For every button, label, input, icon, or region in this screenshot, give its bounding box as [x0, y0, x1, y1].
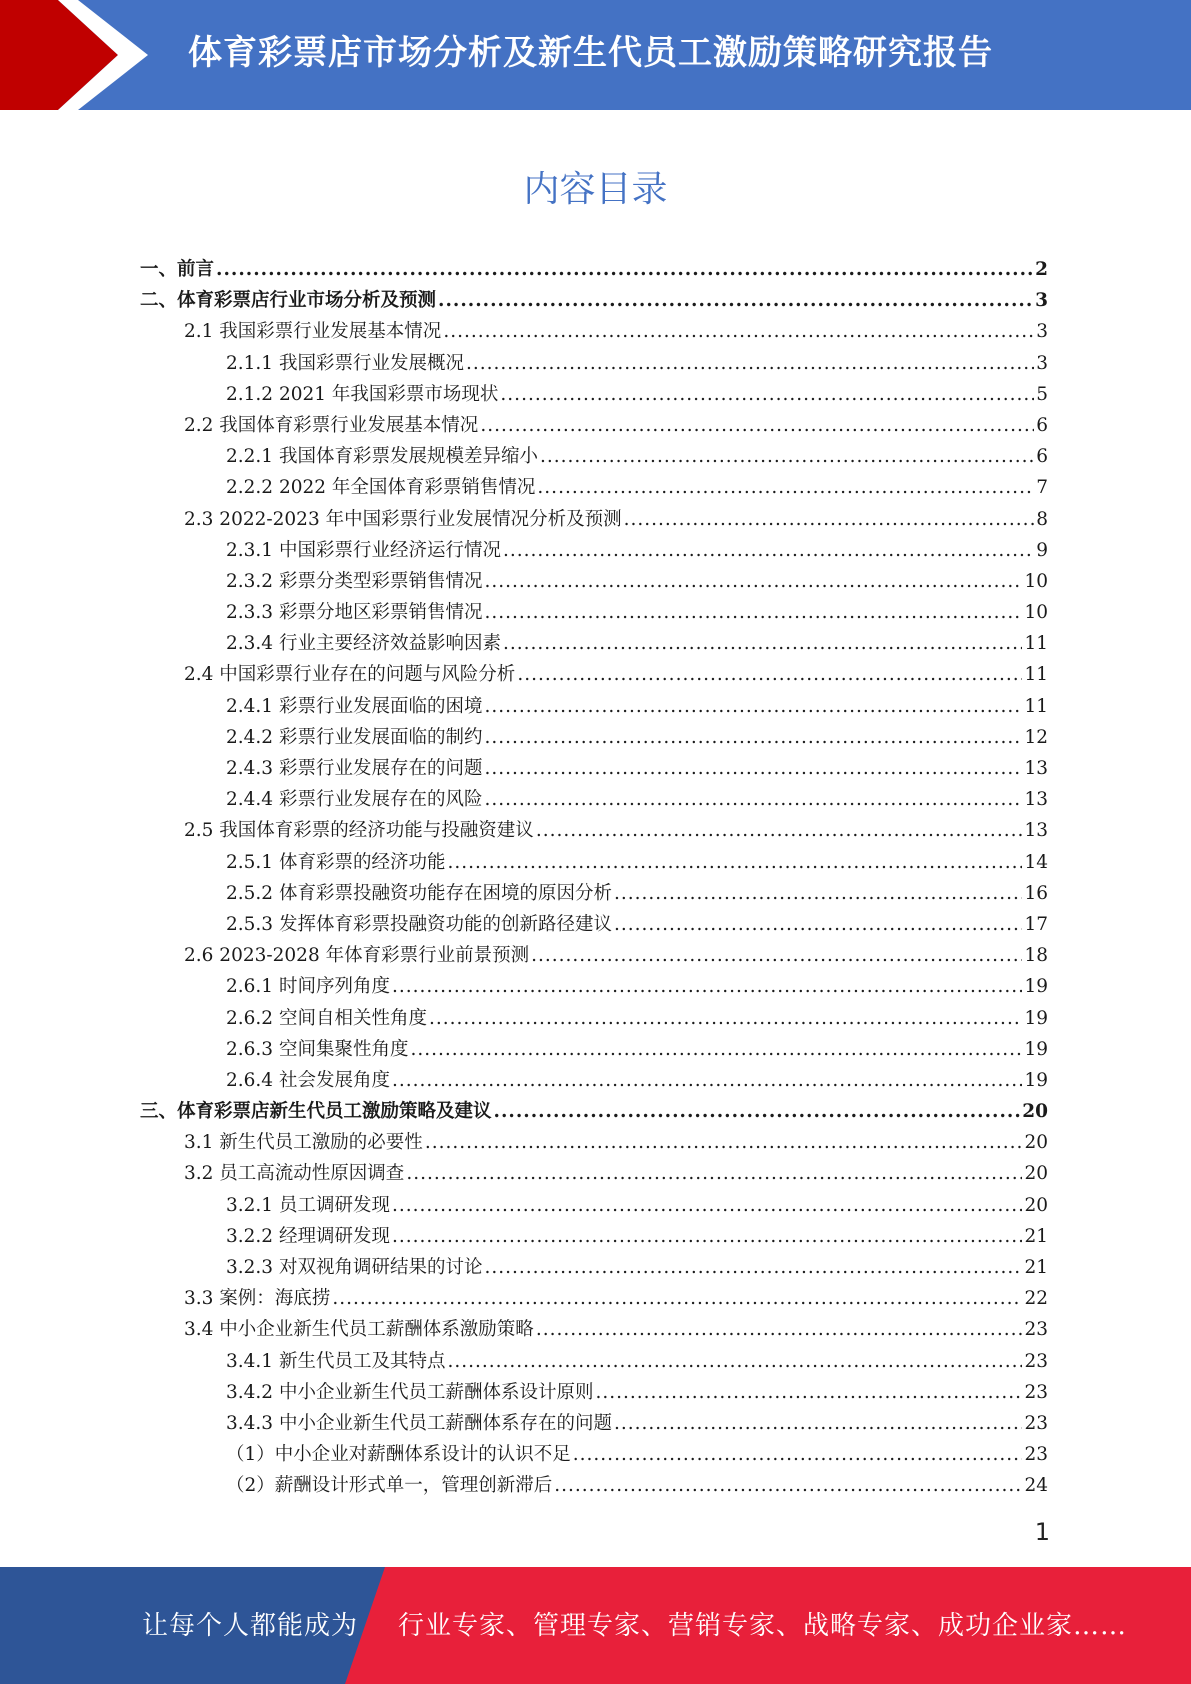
toc-entry[interactable] [140, 909, 1048, 940]
toc-entry-title: 3.2.1 员工调研发现 [226, 1194, 390, 1216]
toc-entry[interactable] [140, 1314, 1048, 1345]
toc-entry[interactable] [140, 1346, 1048, 1377]
toc-entry-page: 3 [1035, 290, 1048, 312]
toc-entry-page: 24 [1024, 1475, 1048, 1497]
toc-dot-leader [466, 348, 1034, 379]
toc-entry[interactable] [140, 815, 1048, 846]
toc-entry[interactable] [140, 566, 1048, 597]
toc-entry-title: 2.3 2022-2023 年中国彩票行业发展情况分析及预测 [184, 508, 622, 530]
toc-entry[interactable] [140, 1439, 1048, 1470]
toc-entry-title: 2.3.3 彩票分地区彩票销售情况 [226, 602, 483, 624]
toc-entry-page: 23 [1024, 1444, 1048, 1466]
toc-entry-title: 2.5.3 发挥体育彩票投融资功能的创新路径建议 [226, 913, 612, 935]
toc-entry-title: 2.4.1 彩票行业发展面临的困境 [226, 695, 483, 717]
toc-entry[interactable] [140, 784, 1048, 815]
table-of-contents [140, 254, 1048, 1502]
toc-entry-title: 2.5.1 体育彩票的经济功能 [226, 851, 446, 873]
toc-entry-page: 11 [1024, 695, 1048, 717]
toc-entry-title: 2.3.2 彩票分类型彩票销售情况 [226, 570, 483, 592]
toc-dot-leader [484, 722, 1022, 753]
toc-entry-page: 9 [1036, 539, 1048, 561]
toc-entry-title: 3.1 新生代员工激励的必要性 [184, 1132, 423, 1154]
toc-entry[interactable] [140, 659, 1048, 690]
toc-entry-page: 2 [1035, 259, 1048, 280]
toc-dot-leader [536, 815, 1023, 846]
toc-entry[interactable] [140, 691, 1048, 722]
footer-slogan-left: 让每个人都能成为 [142, 1611, 359, 1641]
toc-entry-title: 2.4.3 彩票行业发展存在的问题 [226, 758, 483, 779]
toc-entry-title: （2）薪酬设计形式单一，管理创新滞后 [226, 1475, 553, 1497]
toc-dot-leader [573, 1439, 1023, 1470]
toc-entry-page: 18 [1024, 945, 1048, 967]
toc-entry-title: 3.4.2 中小企业新生代员工薪酬体系设计原则 [226, 1381, 594, 1403]
toc-entry-page: 22 [1024, 1288, 1048, 1310]
toc-entry-title: 3.4.3 中小企业新生代员工薪酬体系存在的问题 [226, 1412, 612, 1434]
toc-entry[interactable] [140, 1158, 1048, 1189]
toc-entry-title: 2.5.2 体育彩票投融资功能存在困境的原因分析 [226, 882, 612, 904]
toc-dot-leader [500, 379, 1034, 410]
toc-entry-title: （1）中小企业对薪酬体系设计的认识不足 [226, 1444, 571, 1466]
toc-entry-page: 7 [1036, 477, 1048, 499]
toc-entry[interactable] [140, 847, 1048, 878]
toc-entry[interactable] [140, 878, 1048, 909]
toc-entry[interactable] [140, 1408, 1048, 1439]
toc-entry[interactable] [140, 753, 1048, 784]
toc-dot-leader [531, 940, 1022, 971]
toc-dot-leader [392, 1221, 1022, 1252]
toc-dot-leader [554, 1470, 1022, 1501]
toc-entry-title: 2.1.1 我国彩票行业发展概况 [226, 352, 464, 374]
toc-entry-page: 23 [1024, 1319, 1048, 1341]
toc-dot-leader [484, 691, 1022, 722]
toc-entry[interactable] [140, 504, 1048, 535]
toc-entry[interactable] [140, 971, 1048, 1002]
toc-entry[interactable] [140, 1283, 1048, 1314]
toc-dot-leader [503, 628, 1022, 659]
header-banner [0, 0, 1191, 110]
toc-entry-title: 2.1.2 2021 年我国彩票市场现状 [226, 383, 499, 405]
toc-entry-title: 3.3 案例：海底捞 [184, 1288, 331, 1310]
toc-entry-title: 2.3.4 行业主要经济效益影响因素 [226, 633, 501, 655]
toc-dot-leader [614, 1408, 1022, 1439]
toc-dot-leader [484, 1252, 1022, 1283]
toc-entry-page: 19 [1024, 1069, 1048, 1091]
page-number: 1 [1034, 1518, 1050, 1546]
toc-entry-page: 16 [1024, 882, 1048, 904]
toc-entry-title: 2.6.2 空间自相关性角度 [226, 1007, 427, 1029]
toc-dot-leader [536, 1314, 1023, 1345]
toc-entry-title: 3.4 中小企业新生代员工薪酬体系激励策略 [184, 1319, 534, 1341]
toc-entry-page: 10 [1024, 570, 1048, 592]
toc-entry[interactable] [140, 1065, 1048, 1096]
toc-entry-page: 3 [1036, 321, 1048, 343]
toc-dot-leader [410, 1034, 1022, 1065]
toc-entry-page: 23 [1024, 1350, 1048, 1372]
toc-entry-page: 20 [1024, 1194, 1048, 1216]
toc-dot-leader [429, 1003, 1022, 1034]
toc-entry[interactable] [140, 254, 1048, 285]
toc-dot-leader [392, 971, 1022, 1002]
toc-entry-page: 14 [1024, 851, 1048, 873]
toc-entry[interactable] [140, 472, 1048, 503]
toc-dot-leader [392, 1065, 1022, 1096]
toc-entry-page: 23 [1024, 1381, 1048, 1403]
toc-dot-leader [406, 1158, 1022, 1189]
toc-dot-leader [537, 472, 1034, 503]
toc-entry[interactable] [140, 535, 1048, 566]
toc-entry-page: 20 [1022, 1101, 1048, 1123]
toc-dot-leader [392, 1190, 1022, 1221]
toc-entry-title: 3.4.1 新生代员工及其特点 [226, 1350, 446, 1372]
toc-entry[interactable] [140, 441, 1048, 472]
toc-entry-title: 2.4.4 彩票行业发展存在的风险 [226, 789, 483, 811]
toc-heading: 内容目录 [523, 169, 668, 210]
toc-entry-title: 一、前言 [140, 259, 215, 280]
toc-entry-title: 二、体育彩票店行业市场分析及预测 [140, 290, 437, 312]
toc-entry-page: 21 [1024, 1225, 1048, 1247]
toc-dot-leader [503, 535, 1034, 566]
toc-dot-leader [484, 566, 1022, 597]
toc-dot-leader [216, 254, 1033, 285]
toc-entry-title: 2.6.1 时间序列角度 [226, 976, 390, 998]
toc-dot-leader [624, 504, 1035, 535]
toc-entry-page: 20 [1024, 1132, 1048, 1154]
toc-entry-page: 19 [1024, 1007, 1048, 1029]
toc-entry[interactable] [140, 1470, 1048, 1501]
toc-entry-page: 6 [1036, 446, 1048, 468]
toc-entry-page: 5 [1036, 383, 1048, 405]
toc-entry-page: 11 [1024, 633, 1048, 655]
toc-dot-leader [447, 1346, 1022, 1377]
toc-entry-page: 20 [1024, 1163, 1048, 1185]
toc-dot-leader [540, 441, 1034, 472]
toc-entry-page: 11 [1024, 664, 1048, 686]
toc-entry-page: 21 [1024, 1257, 1048, 1278]
toc-dot-leader [425, 1127, 1023, 1158]
toc-entry-title: 2.6.4 社会发展角度 [226, 1069, 390, 1091]
toc-entry[interactable] [140, 1252, 1048, 1283]
toc-dot-leader [480, 410, 1034, 441]
toc-entry-title: 3.2.2 经理调研发现 [226, 1225, 390, 1247]
toc-entry[interactable] [140, 722, 1048, 753]
toc-entry[interactable] [140, 628, 1048, 659]
toc-entry[interactable] [140, 1034, 1048, 1065]
toc-entry[interactable] [140, 379, 1048, 410]
toc-entry-page: 13 [1024, 789, 1048, 811]
toc-dot-leader [494, 1096, 1021, 1127]
toc-entry-page: 8 [1036, 508, 1048, 530]
footer-slogan-right: 行业专家、管理专家、营销专家、战略专家、成功企业家…… [398, 1611, 1128, 1641]
toc-dot-leader [595, 1377, 1022, 1408]
toc-dot-leader [447, 847, 1022, 878]
toc-entry[interactable] [140, 1127, 1048, 1158]
toc-entry-title: 2.4.2 彩票行业发展面临的制约 [226, 726, 483, 748]
toc-entry-title: 三、体育彩票店新生代员工激励策略及建议 [140, 1101, 492, 1123]
toc-entry[interactable] [140, 1377, 1048, 1408]
toc-entry[interactable] [140, 348, 1048, 379]
toc-dot-leader [614, 878, 1022, 909]
toc-entry-title: 3.2.3 对双视角调研结果的讨论 [226, 1257, 483, 1278]
toc-entry[interactable] [140, 1221, 1048, 1252]
toc-entry-page: 6 [1036, 414, 1048, 436]
toc-entry-page: 23 [1024, 1412, 1048, 1434]
toc-dot-leader [517, 659, 1022, 690]
toc-dot-leader [332, 1283, 1022, 1314]
toc-entry[interactable] [140, 1096, 1048, 1127]
toc-entry-page: 3 [1036, 352, 1048, 374]
toc-entry[interactable] [140, 316, 1048, 347]
toc-entry[interactable] [140, 597, 1048, 628]
toc-entry[interactable] [140, 940, 1048, 971]
toc-entry-page: 10 [1024, 602, 1048, 624]
toc-entry-page: 19 [1024, 1038, 1048, 1060]
toc-entry-page: 13 [1024, 758, 1048, 779]
report-title: 体育彩票店市场分析及新生代员工激励策略研究报告 [188, 33, 993, 73]
toc-entry[interactable] [140, 410, 1048, 441]
toc-entry-title: 2.4 中国彩票行业存在的问题与风险分析 [184, 664, 516, 686]
toc-entry-page: 17 [1024, 913, 1048, 935]
toc-entry-page: 13 [1024, 820, 1048, 842]
toc-entry[interactable] [140, 1003, 1048, 1034]
toc-entry-page: 12 [1024, 726, 1048, 748]
toc-entry-title: 2.3.1 中国彩票行业经济运行情况 [226, 539, 501, 561]
toc-entry-title: 3.2 员工高流动性原因调查 [184, 1163, 405, 1185]
toc-dot-leader [614, 909, 1022, 940]
toc-entry-title: 2.6 2023-2028 年体育彩票行业前景预测 [184, 945, 530, 967]
toc-entry-title: 2.2 我国体育彩票行业发展基本情况 [184, 414, 479, 436]
toc-dot-leader [443, 316, 1034, 347]
toc-dot-leader [484, 753, 1022, 784]
toc-entry-title: 2.6.3 空间集聚性角度 [226, 1038, 409, 1060]
toc-dot-leader [484, 597, 1022, 628]
footer-banner [0, 1567, 1191, 1684]
toc-entry[interactable] [140, 1190, 1048, 1221]
toc-entry-title: 2.2.2 2022 年全国体育彩票销售情况 [226, 477, 536, 499]
toc-dot-leader [438, 285, 1033, 316]
toc-entry-page: 19 [1024, 976, 1048, 998]
toc-entry-title: 2.2.1 我国体育彩票发展规模差异缩小 [226, 446, 538, 468]
toc-entry-title: 2.5 我国体育彩票的经济功能与投融资建议 [184, 820, 534, 842]
toc-entry[interactable] [140, 285, 1048, 316]
toc-dot-leader [484, 784, 1022, 815]
toc-entry-title: 2.1 我国彩票行业发展基本情况 [184, 321, 442, 343]
